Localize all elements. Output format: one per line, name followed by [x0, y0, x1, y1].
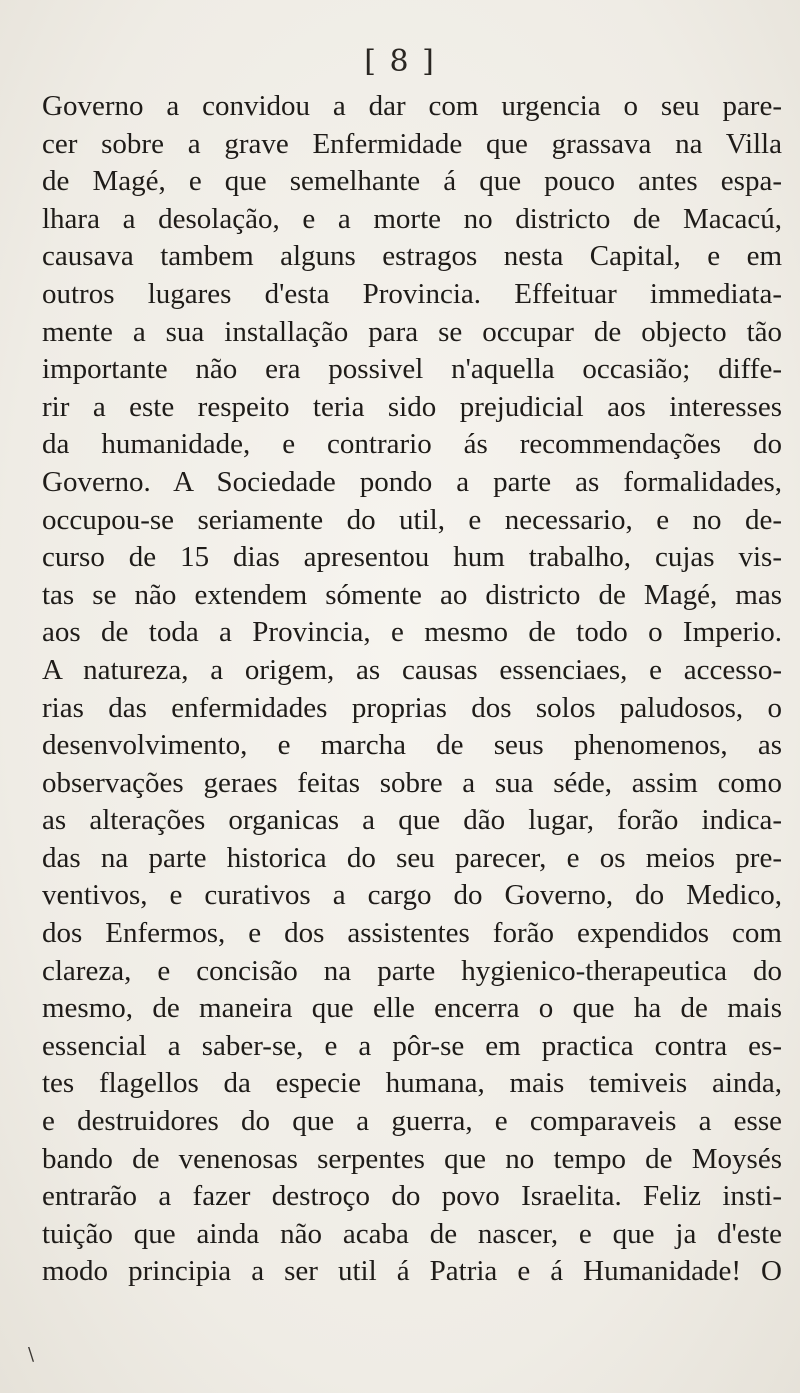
text-line: da humanidade, e contrario ás recommendações do — [42, 428, 782, 461]
margin-mark: \ — [28, 1344, 35, 1365]
text-line: tas se não extendem sómente ao districto de Magé, mas — [42, 578, 782, 611]
text-line: bando de venenosas serpentes que no tempo de Moysés — [42, 1142, 782, 1175]
text-line: rias das enfermidades proprias dos solos paludosos, o — [42, 691, 782, 724]
text-line: observações geraes feitas sobre a sua séde, assim como — [42, 766, 782, 799]
text-line: as alterações organicas a que dão lugar, forão indica- — [42, 804, 782, 837]
text-line: modo principia a ser util á Patria e á Humanidade! O — [42, 1255, 782, 1288]
text-line: dos Enfermos, e dos assistentes forão expendidos com — [42, 917, 782, 950]
text-line: lhara a desolação, e a morte no districto de Macacú, — [42, 202, 782, 235]
text-line: rir a este respeito teria sido prejudicial aos interesses — [42, 390, 782, 423]
text-line: essencial a saber-se, e a pôr-se em practica contra es- — [42, 1029, 782, 1062]
body-text — [42, 88, 782, 1291]
text-line: desenvolvimento, e marcha de seus phenomenos, as — [42, 729, 782, 762]
text-line: curso de 15 dias apresentou hum trabalho, cujas vis- — [42, 541, 782, 574]
text-line: cer sobre a grave Enfermidade que grassava na Villa — [42, 127, 782, 160]
text-line: Governo a convidou a dar com urgencia o seu pare- — [42, 90, 782, 122]
text-line: occupou-se seriamente do util, e necessario, e no de- — [42, 503, 782, 536]
text-line: causava tambem alguns estragos nesta Capital, e em — [42, 240, 782, 273]
page-number: [ 8 ] — [364, 44, 436, 79]
text-line: tuição que ainda não acaba de nascer, e que ja d'este — [42, 1217, 782, 1250]
text-line: clareza, e concisão na parte hygienico-therapeutica do — [42, 954, 782, 987]
text-line: de Magé, e que semelhante á que pouco antes espa- — [42, 165, 782, 198]
text-line: importante não era possivel n'aquella occasião; diffe- — [42, 353, 782, 386]
text-line: A natureza, a origem, as causas essenciaes, e accesso- — [42, 653, 782, 686]
text-line: das na parte historica do seu parecer, e os meios pre- — [42, 841, 782, 874]
text-line: mesmo, de maneira que elle encerra o que ha de mais — [42, 992, 782, 1025]
text-line: aos de toda a Provincia, e mesmo de todo o Imperio. — [42, 616, 782, 649]
text-line: tes flagellos da especie humana, mais temiveis ainda, — [42, 1067, 782, 1100]
text-line: Governo. A Sociedade pondo a parte as formalidades, — [42, 465, 782, 498]
text-line: ventivos, e curativos a cargo do Governo, do Medico, — [42, 879, 782, 912]
text-line: mente a sua installação para se occupar de objecto tão — [42, 315, 782, 348]
text-line: e destruidores do que a guerra, e comparaveis a esse — [42, 1105, 782, 1138]
text-line: entrarão a fazer destroço do povo Israelita. Feliz insti- — [42, 1180, 782, 1213]
text-line: outros lugares d'esta Provincia. Effeituar immediata- — [42, 277, 782, 310]
